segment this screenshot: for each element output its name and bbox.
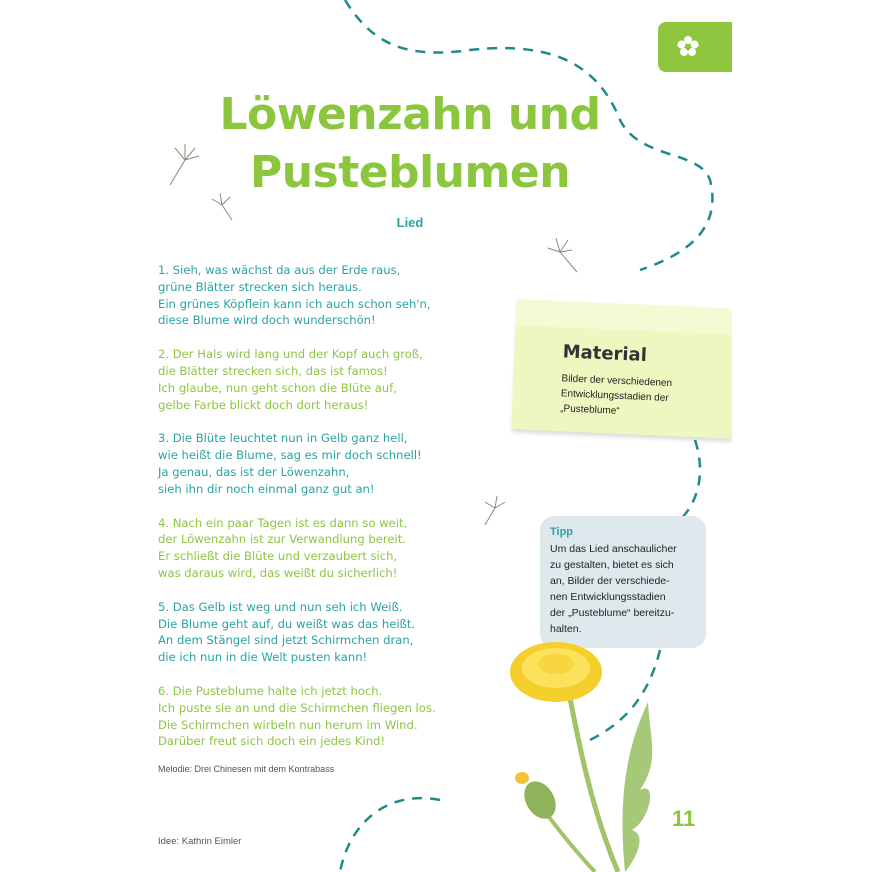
verse-line: was daraus wird, das weißt du sicherlich!: [158, 565, 398, 580]
verse-line: wie heißt die Blume, sag es mir doch schnell!: [158, 448, 422, 463]
verse-line: Die Blume geht auf, du weißt was das heißt.: [158, 616, 416, 631]
melody-credit: Melodie: Drei Chinesen mit dem Kontrabass: [158, 764, 335, 774]
verse-line: grüne Blätter strecken sich heraus.: [158, 279, 362, 294]
dandelion-illustration: [500, 630, 700, 872]
page-title: [210, 86, 610, 202]
verse-4: [158, 515, 488, 582]
verse-line: 6. Die Pusteblume halte ich jetzt hoch.: [158, 683, 383, 698]
material-line: Entwicklungsstadien der: [560, 388, 669, 404]
verse-line: Ein grünes Köpflein kann ich auch schon seh'n,: [158, 296, 431, 311]
verse-line: die Blätter strecken sich, das ist famos!: [158, 363, 388, 378]
verse-line: 5. Das Gelb ist weg und nun seh ich Weiß.: [158, 599, 403, 614]
dandelion-seed-icon: [548, 238, 577, 272]
tip-text: [550, 541, 702, 637]
verse-6: [158, 683, 488, 750]
material-note: [511, 299, 732, 438]
verse-2: [158, 346, 488, 413]
verse-line: die ich nun in die Welt pusten kann!: [158, 650, 368, 665]
verse-line: Ich puste sie an und die Schirmchen fliegen los.: [158, 700, 436, 715]
dandelion-seed-icon: [170, 144, 199, 185]
song-verses: [158, 262, 488, 767]
material-title: Material: [562, 341, 648, 366]
verse-line: 2. Der Hals wird lang und der Kopf auch groß,: [158, 347, 423, 362]
verse-5: [158, 599, 488, 666]
verse-line: 1. Sieh, was wächst da aus der Erde raus,: [158, 263, 401, 277]
tip-line: halten.: [550, 623, 582, 635]
verse-3: [158, 430, 488, 497]
title-line-2: Pusteblumen: [249, 147, 571, 198]
verse-line: Ja genau, das ist der Löwenzahn,: [158, 464, 350, 479]
tip-line: zu gestalten, bietet es sich: [550, 559, 674, 571]
material-text: [560, 371, 722, 423]
verse-line: 3. Die Blüte leuchtet nun in Gelb ganz hell,: [158, 431, 408, 446]
verse-line: Ich glaube, nun geht schon die Blüte auf,: [158, 380, 397, 395]
verse-line: sieh ihn dir noch einmal ganz gut an!: [158, 481, 375, 496]
dandelion-bud: [515, 772, 562, 824]
verse-line: Darüber freut sich doch ein jedes Kind!: [158, 734, 386, 749]
title-line-1: Löwenzahn und: [219, 89, 601, 140]
page-number: 11: [672, 806, 696, 831]
flower-icon: [676, 35, 700, 59]
dandelion-seed-icon: [485, 496, 505, 525]
tip-line: an, Bilder der verschiede-: [550, 575, 670, 587]
verse-line: der Löwenzahn ist zur Verwandlung bereit.: [158, 532, 406, 547]
verse-line: Er schließt die Blüte und verzaubert sich,: [158, 549, 398, 564]
verse-line: Die Schirmchen wirbeln nun herum im Wind.: [158, 717, 418, 732]
tip-line: Um das Lied anschaulicher: [550, 543, 677, 555]
tip-label: Tipp: [550, 526, 574, 538]
song-page: [140, 0, 732, 872]
material-line: Bilder der verschiedenen: [561, 373, 673, 390]
verse-line: gelbe Farbe blickt doch dort heraus!: [158, 397, 369, 412]
page-subtitle: Lied: [396, 215, 424, 230]
verse-1: [158, 262, 488, 329]
verse-line: An dem Stängel sind jetzt Schirmchen dran,: [158, 633, 414, 648]
material-line: „Pusteblume“: [559, 403, 620, 417]
tip-box: [540, 516, 706, 648]
tip-line: der „Pusteblume“ bereitzu-: [550, 607, 675, 619]
tip-line: nen Entwicklungsstadien: [550, 591, 666, 603]
chapter-tab: [658, 22, 732, 72]
idea-credit: Idee: Kathrin Eimler: [158, 836, 242, 847]
dandelion-flower-head: [510, 642, 602, 702]
verse-line: diese Blume wird doch wunderschön!: [158, 313, 376, 328]
verse-line: 4. Nach ein paar Tagen ist es dann so weit,: [158, 515, 408, 530]
